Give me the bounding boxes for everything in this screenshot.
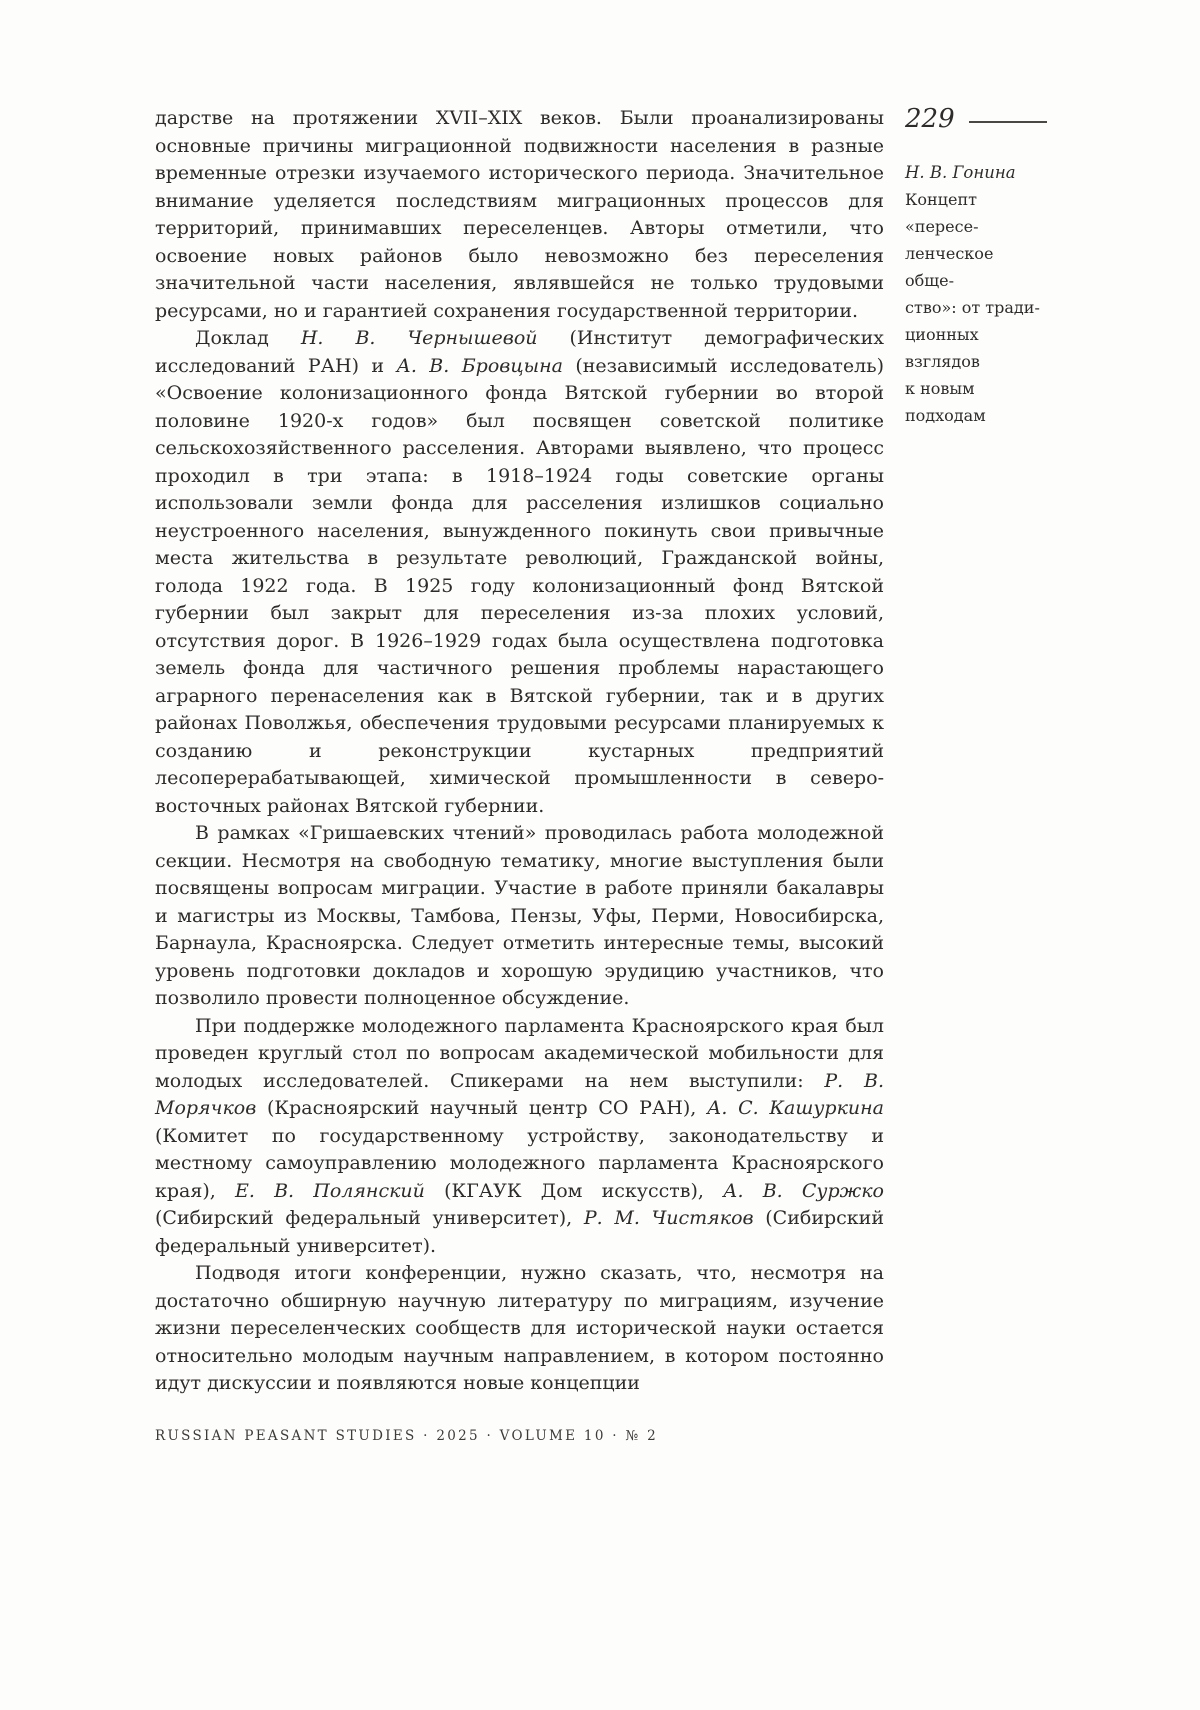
margin-author: Н. В. Гонина xyxy=(905,163,1016,182)
paragraph: При поддержке молодежного парламента Красноярского края был проведен круглый стол по вопросам академической мобильности для молодых исследователей. Спикерами на нем выступили: Р. В. Морячков (Красноярский научный центр СО РАН), А. С. Кашуркина (Комитет по государственному устройству, законодательству и местному самоуправлению молодежного парламента Красноярского края), Е. В. Полянский (КГАУК Дом искусств), А. В. Суржко (Сибирский федеральный университет), Р. М. Чистяков (Сибирский федеральный университет). xyxy=(155,1014,884,1257)
margin-article-title: Концепт «пересе- ленческое обще- ство»: от тради- ционных взглядов к новым подходам xyxy=(905,190,1040,425)
margin-column xyxy=(905,106,1047,429)
page-number-rule xyxy=(969,121,1047,123)
paragraph: Подводя итоги конференции, нужно сказать, что, несмотря на достаточно обширную научную литературу по миграциям, изучение жизни переселенческих сообществ для исторической науки остается относительно молодым научным направлением, в котором постоянно идут дискуссии и появляются новые концепции xyxy=(155,1262,884,1394)
paragraph: В рамках «Гришаевских чтений» проводилась работа молодежной секции. Несмотря на свободную тематику, многие выступления были посвящены вопросам миграции. Участие в работе приняли бакалавры и магистры из Москвы, Тамбова, Пензы, Уфы, Перми, Новосибирска, Барнаула, Красноярска. Следует отметить интересные темы, высокий уровень подготовки докладов и хорошую эрудицию участников, что позволило провести полноценное обсуждение. xyxy=(155,822,884,1009)
article-body xyxy=(155,105,884,1398)
page-number: 229 xyxy=(905,104,955,134)
page-number-row xyxy=(905,106,1047,132)
journal-footer: RUSSIAN PEASANT STUDIES · 2025 · VOLUME 10 · № 2 xyxy=(155,1428,659,1444)
paragraph: дарстве на протяжении XVII–XIX веков. Были проанализированы основные причины миграционной подвижности населения в разные временные отрезки изучаемого исторического периода. Значительное внимание уделяется последствиям миграционных процессов для территорий, принимавших переселенцев. Авторы отметили, что освоение новых районов было невозможно без переселения значительной части населения, являвшейся не только трудовыми ресурсами, но и гарантией сохранения государственной территории. xyxy=(155,107,884,322)
paragraph: Доклад Н. В. Чернышевой (Институт демографических исследований РАН) и А. В. Бровцына (независимый исследователь) «Освоение колонизационного фонда Вятской губернии во второй половине 1920-х годов» был посвящен советской политике сельскохозяйственного расселения. Авторами выявлено, что процесс проходил в три этапа: в 1918–1924 годы советские органы использовали земли фонда для расселения излишков социально неустроенного населения, вынужденного покинуть свои привычные места жительства в результате революций, Гражданской войны, голода 1922 года. В 1925 году колонизационный фонд Вятской губернии был закрыт для переселения из-за плохих условий, отсутствия дорог. В 1926–1929 годах была осуществлена подготовка земель фонда для частичного решения проблемы нарастающего аграрного перенаселения как в Вятской губернии, так и в других районах Поволжья, обеспечения трудовыми ресурсами планируемых к созданию и реконструкции кустарных предприятий лесоперерабатывающей, химической промышленности в северо-восточных районах Вятской губернии. xyxy=(155,327,884,817)
